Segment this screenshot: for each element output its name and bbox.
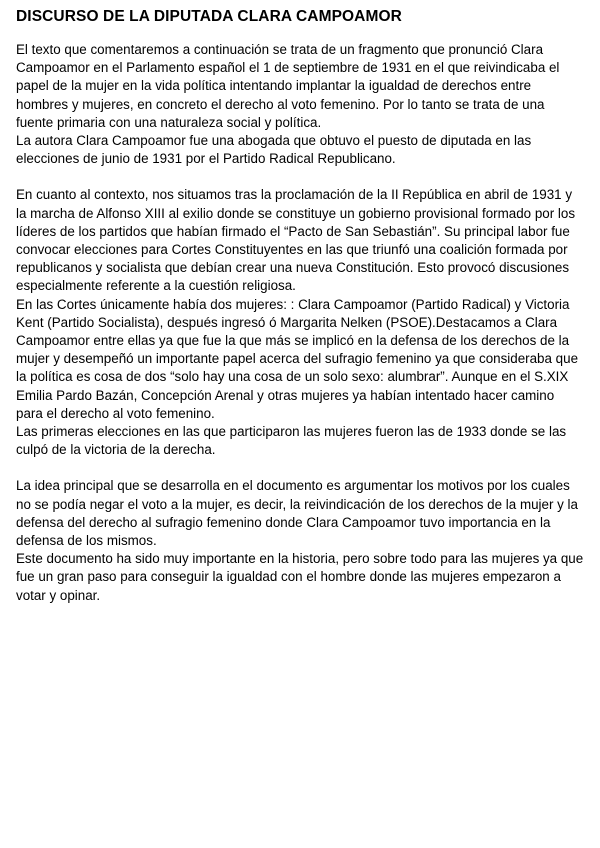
paragraph-author: La autora Clara Campoamor fue una abogada que obtuvo el puesto de diputada en las elecciones de junio de 1931 por el Partido Radical Republicano. [16,133,532,167]
paragraph-first-elections: Las primeras elecciones en las que participaron las mujeres fueron las de 1933 donde se las culpó de la victoria de la derecha. [16,424,567,458]
paragraph-spacer [16,168,584,186]
document-body [16,41,584,605]
paragraph-intro: El texto que comentaremos a continuación se trata de un fragmento que pronunció Clara Campoamor en el Parlamento español el 1 de septiembre de 1931 en el que reivindicaba el papel de la mujer en la vida política intentando implantar la igualdad de derechos entre hombres y mujeres, en concreto el derecho al voto femenino. Por lo tanto se trata de una fuente primaria con una naturaleza social y política. [16,42,560,130]
paragraph-spacer [16,459,584,477]
paragraph-context: En cuanto al contexto, nos situamos tras la proclamación de la II República en abril de 1931 y la marcha de Alfonso XIII al exilio donde se constituye un gobierno provisional formado por los líderes de los partidos que habían firmado el “Pacto de San Sebastián”. Su principal labor fue convocar elecciones para Cortes Constituyentes en las que triunfó una coalición formada por republicanos y socialista que debían crear una nueva Constitución. Esto provocó discusiones especialmente referente a la cuestión religiosa. [16,187,576,294]
document-title: DISCURSO DE LA DIPUTADA CLARA CAMPOAMOR [16,8,402,25]
paragraph-main-idea: La idea principal que se desarrolla en el documento es argumentar los motivos por los cuales no se podía negar el voto a la mujer, es decir, la reivindicación de los derechos de la mujer y la defensa del derecho al sufragio femenino donde Clara Campoamor tuvo importancia en la defensa de los mismos. [16,478,578,549]
paragraph-cortes-women: En las Cortes únicamente había dos mujeres: : Clara Campoamor (Partido Radical) y Victoria Kent (Partido Socialista), después ingresó ó Margarita Nelken (PSOE).Destacamos a Clara Campoamor entre ellas ya que fue la que más se implicó en la defensa de los derechos de la mujer y desempeñó un importante papel acerca del sufragio femenino ya que consideraba que la política es cosa de dos “solo hay una cosa de un solo sexo: alumbrar”. Aunque en el S.XIX Emilia Pardo Bazán, Concepción Arenal y otras mujeres ya habían intentado hacer camino para el derecho al voto femenino. [16,296,579,421]
paragraph-conclusion: Este documento ha sido muy importante en la historia, pero sobre todo para las mujeres ya que fue un gran paso para conseguir la igualdad con el hombre donde las mujeres empezaron a votar y opinar. [16,551,584,603]
